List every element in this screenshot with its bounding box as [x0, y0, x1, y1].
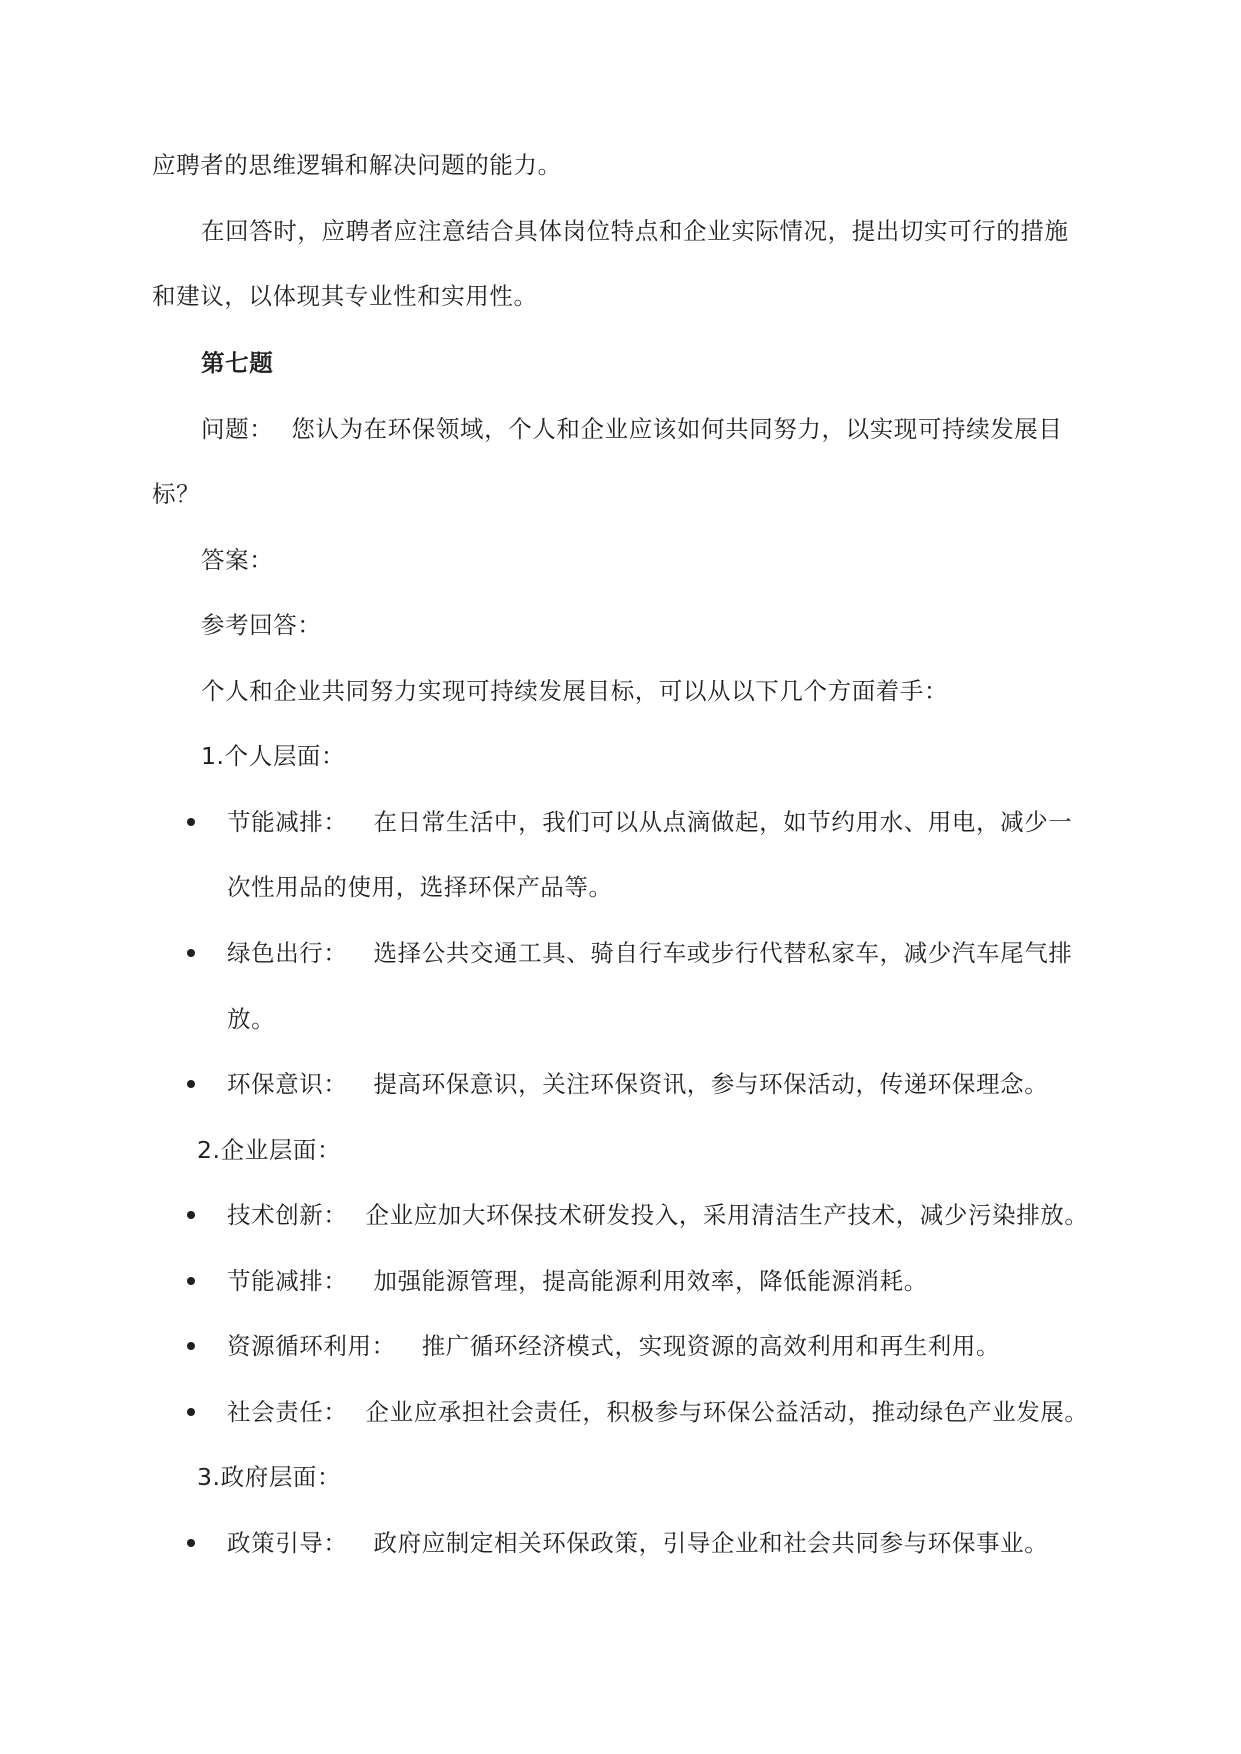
list-item: [227, 1527, 1048, 1559]
item-text: 企业应承担社会责任，积极参与环保公益活动，推动绿色产业发展。: [365, 1398, 1089, 1426]
reference-label: 参考回答：: [201, 611, 322, 639]
item-label: 环保意识：: [227, 1070, 348, 1098]
paragraph-line: 应聘者的思维逻辑和解决问题的能力。: [152, 151, 562, 179]
item-text: 提高环保意识，关注环保资讯，参与环保活动，传递环保理念。: [373, 1070, 1049, 1098]
bullet-icon: [187, 1408, 195, 1416]
paragraph-line: 和建议，以体现其专业性和实用性。: [152, 282, 538, 310]
item-text: 推广循环经济模式，实现资源的高效利用和再生利用。: [421, 1332, 1001, 1360]
item-text: 选择公共交通工具、骑自行车或步行代替私家车，减少汽车尾气排: [373, 939, 1073, 967]
question-line-2: 标？: [152, 480, 201, 508]
item-label: 资源循环利用：: [227, 1332, 396, 1360]
list-item: [227, 1068, 1048, 1100]
item-label: 绿色出行：: [227, 939, 348, 967]
section-heading: 2.企业层面：: [197, 1136, 342, 1164]
section-title: 第七题: [201, 349, 274, 377]
item-text: 政府应制定相关环保政策，引导企业和社会共同参与环保事业。: [373, 1529, 1049, 1557]
list-item: [227, 1330, 1000, 1362]
question-line: [201, 413, 1063, 445]
question-text: 您认为在环保领域，个人和企业应该如何共同努力，以实现可持续发展目: [291, 415, 1063, 443]
intro-line: 个人和企业共同努力实现可持续发展目标，可以从以下几个方面着手：: [201, 677, 949, 705]
item-label: 社会责任：: [227, 1398, 348, 1426]
item-text: 加强能源管理，提高能源利用效率，降低能源消耗。: [373, 1267, 928, 1295]
list-item: [227, 1396, 1089, 1428]
bullet-icon: [187, 1342, 195, 1350]
item-text: 企业应加大环保技术研发投入，采用清洁生产技术，减少污染排放。: [365, 1201, 1089, 1229]
paragraph-line: 在回答时，应聘者应注意结合具体岗位特点和企业实际情况，提出切实可行的措施: [201, 217, 1069, 245]
item-label: 技术创新：: [227, 1201, 348, 1229]
bullet-icon: [187, 1277, 195, 1285]
section-heading: 3.政府层面：: [197, 1463, 342, 1491]
bullet-icon: [187, 1211, 195, 1219]
item-label: 政策引导：: [227, 1529, 348, 1557]
list-item: [227, 806, 1072, 838]
item-label: 节能减排：: [227, 808, 348, 836]
list-item: [227, 937, 1072, 969]
answer-label: 答案：: [201, 546, 274, 574]
bullet-icon: [187, 818, 195, 826]
bullet-icon: [187, 1080, 195, 1088]
section-heading: 1.个人层面：: [201, 742, 346, 770]
question-label: 问题：: [201, 415, 274, 443]
list-item-continuation: 次性用品的使用，选择环保产品等。: [227, 873, 613, 901]
list-item: [227, 1199, 1089, 1231]
list-item-continuation: 放。: [227, 1005, 276, 1033]
item-text: 在日常生活中，我们可以从点滴做起，如节约用水、用电，减少一: [373, 808, 1073, 836]
list-item: [227, 1265, 928, 1297]
bullet-icon: [187, 1539, 195, 1547]
item-label: 节能减排：: [227, 1267, 348, 1295]
bullet-icon: [187, 949, 195, 957]
